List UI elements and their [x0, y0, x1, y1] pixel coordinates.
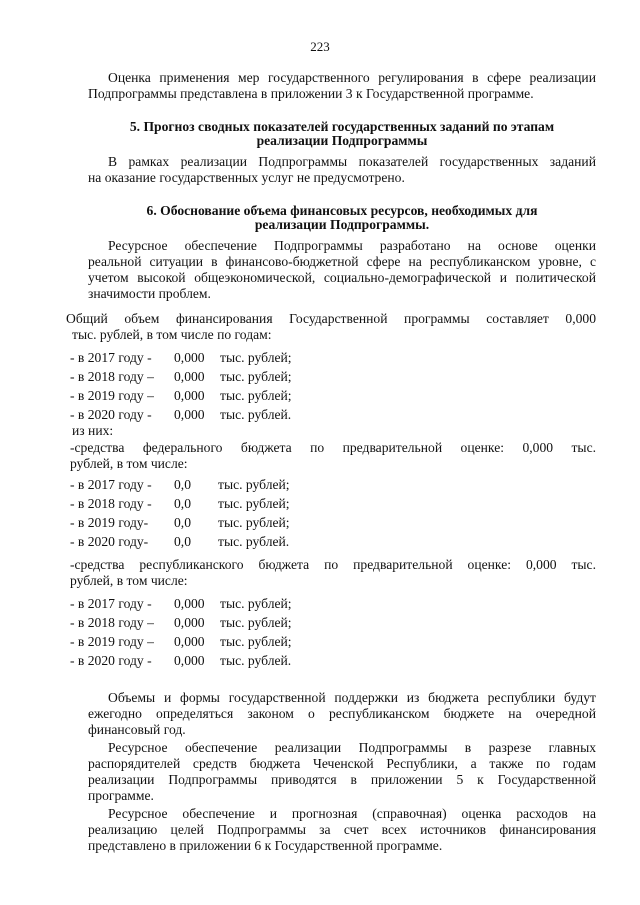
of-them-label: из них:	[72, 423, 114, 438]
federal-row-2020: - в 2020 году- 0,0 тыс. рублей.	[70, 534, 290, 549]
text-line: реализацию целей Подпрограммы за счет всех источников финансирования	[88, 822, 596, 837]
total-financing-line: Общий объем финансирования Государственной программы составляет 0,000	[66, 311, 596, 326]
total-row-2019: - в 2019 году – 0,000 тыс. рублей;	[70, 388, 292, 403]
federal-row-2018: - в 2018 году - 0,0 тыс. рублей;	[70, 496, 290, 511]
text-line: распорядителей средств бюджета Чеченской Республики, а также по годам	[88, 756, 596, 771]
text-line: программе.	[88, 788, 154, 803]
text-line: Объемы и формы государственной поддержки из бюджета республики будут	[108, 690, 596, 705]
federal-row-2017: - в 2017 году - 0,0 тыс. рублей;	[70, 477, 290, 492]
text-line: Ресурсное обеспечение реализации Подпрограммы в разрезе главных	[108, 740, 596, 755]
text-line: Оценка применения мер государственного регулирования в сфере реализации	[108, 70, 596, 85]
text-line: реальной ситуации в финансово-бюджетной сфере на республиканском уровне, с	[88, 254, 596, 269]
republic-row-2020: - в 2020 году - 0,000 тыс. рублей.	[70, 653, 292, 668]
federal-row-2019: - в 2019 году- 0,0 тыс. рублей;	[70, 515, 290, 530]
section-6-paragraph-1	[88, 238, 596, 302]
text-line: реализации Подпрограммы приводятся в приложении 5 к Государственной	[88, 772, 596, 787]
text-line: на оказание государственных услуг не предусмотрено.	[88, 170, 405, 185]
heading-line: реализации Подпрограммы	[256, 133, 428, 148]
section-5-text	[88, 154, 596, 186]
republic-row-2019: - в 2019 году – 0,000 тыс. рублей;	[70, 634, 292, 649]
federal-budget-line-2: рублей, в том числе:	[70, 456, 188, 471]
text-line: учетом высокой общеэкономической, социально-демографической и политической	[88, 270, 596, 285]
text-line: финансовый год.	[88, 722, 186, 737]
heading-line: 5. Прогноз сводных показателей государственных заданий по этапам	[129, 119, 555, 134]
text-line: ежегодно определяться законом о республиканском бюджете на очередной	[88, 706, 596, 721]
text-line: представлено в приложении 6 к Государственной программе.	[88, 838, 443, 853]
total-financing-line-2: тыс. рублей, в том числе по годам:	[72, 327, 272, 342]
section-6-paragraph-2	[88, 690, 596, 738]
text-line: Ресурсное обеспечение и прогнозная (справочная) оценка расходов на	[108, 806, 596, 821]
section-6-heading	[88, 204, 596, 232]
section-5-heading	[88, 120, 596, 148]
intro-paragraph	[88, 70, 596, 102]
total-row-2018: - в 2018 году – 0,000 тыс. рублей;	[70, 369, 292, 384]
text-line: В рамках реализации Подпрограммы показателей государственных заданий	[108, 154, 596, 169]
total-row-2017: - в 2017 году - 0,000 тыс. рублей;	[70, 350, 292, 365]
section-6-paragraph-3	[88, 740, 596, 804]
republic-row-2018: - в 2018 году – 0,000 тыс. рублей;	[70, 615, 292, 630]
text-line: значимости проблем.	[88, 286, 211, 301]
republic-budget-line-2: рублей, в том числе:	[70, 573, 188, 588]
federal-budget-line: -средства федерального бюджета по предварительной оценке: 0,000 тыс.	[70, 440, 596, 455]
text-line: Подпрограммы представлена в приложении 3 к Государственной программе.	[88, 86, 534, 101]
total-row-2020: - в 2020 году - 0,000 тыс. рублей.	[70, 407, 292, 422]
section-6-paragraph-4	[88, 806, 596, 854]
heading-line: реализации Подпрограммы.	[254, 217, 430, 232]
republic-row-2017: - в 2017 году - 0,000 тыс. рублей;	[70, 596, 292, 611]
heading-line: 6. Обоснование объема финансовых ресурсов, необходимых для	[146, 203, 538, 218]
page-number: 223	[310, 39, 330, 54]
republic-budget-line: -средства республиканского бюджета по предварительной оценке: 0,000 тыс.	[70, 557, 596, 572]
text-line: Ресурсное обеспечение Подпрограммы разработано на основе оценки	[108, 238, 596, 253]
